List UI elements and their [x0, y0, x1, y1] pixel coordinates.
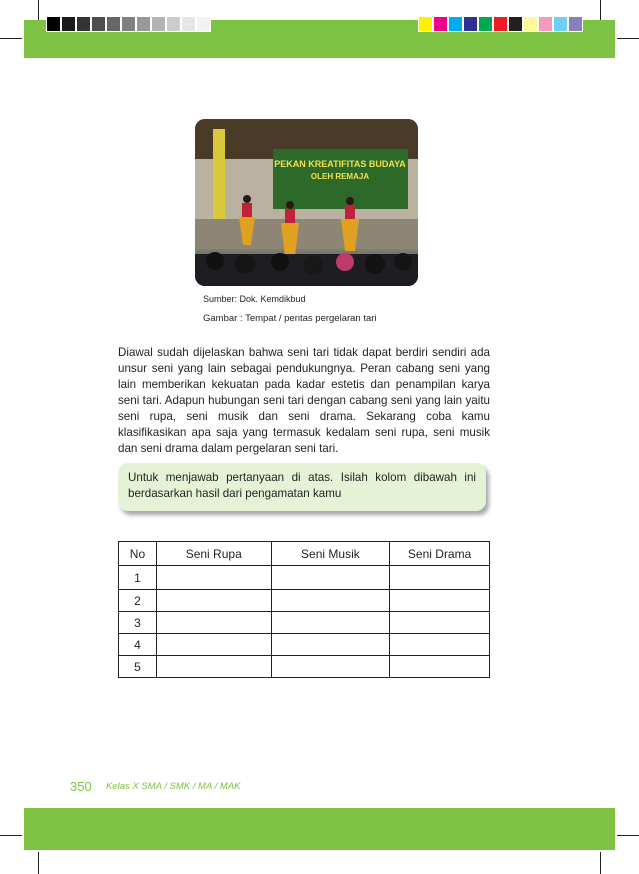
swatch: [448, 16, 463, 32]
footer-band: [24, 808, 615, 850]
seni-drama-cell[interactable]: [390, 566, 490, 590]
seni-rupa-cell[interactable]: [156, 634, 271, 656]
swatch: [418, 16, 433, 32]
row-number: 4: [119, 634, 157, 656]
swatch: [568, 16, 583, 32]
grayscale-swatches: [46, 16, 211, 32]
crop-mark: [617, 38, 639, 39]
seni-drama-cell[interactable]: [390, 656, 490, 678]
seni-rupa-cell[interactable]: [156, 656, 271, 678]
header-no: No: [119, 542, 157, 566]
crop-mark: [0, 835, 22, 836]
swatch: [151, 16, 166, 32]
seni-rupa-cell[interactable]: [156, 566, 271, 590]
seni-drama-cell[interactable]: [390, 612, 490, 634]
row-number: 3: [119, 612, 157, 634]
swatch: [46, 16, 61, 32]
swatch: [553, 16, 568, 32]
swatch: [181, 16, 196, 32]
swatch: [121, 16, 136, 32]
banner-line2: OLEH REMAJA: [310, 172, 370, 181]
banner-line1: PEKAN KREATIFITAS BUDAYA: [274, 159, 406, 169]
header-seni-drama: Seni Drama: [390, 542, 490, 566]
crop-mark: [38, 0, 39, 22]
classification-table: [118, 541, 490, 678]
seni-rupa-cell[interactable]: [156, 590, 271, 612]
book-title: Kelas X SMA / SMK / MA / MAK: [106, 781, 241, 792]
row-number: 2: [119, 590, 157, 612]
swatch: [166, 16, 181, 32]
swatch: [478, 16, 493, 32]
color-swatches: [418, 16, 583, 32]
swatch: [76, 16, 91, 32]
table-row: [119, 590, 490, 612]
row-number: 1: [119, 566, 157, 590]
crop-mark: [600, 852, 601, 874]
image-caption: Gambar : Tempat / pentas pergelaran tari: [203, 313, 377, 324]
swatch: [433, 16, 448, 32]
table-row: [119, 612, 490, 634]
swatch: [106, 16, 121, 32]
seni-musik-cell[interactable]: [271, 590, 390, 612]
swatch: [136, 16, 151, 32]
header-seni-musik: Seni Musik: [271, 542, 390, 566]
swatch: [91, 16, 106, 32]
table-row: [119, 656, 490, 678]
crop-mark: [38, 852, 39, 874]
swatch: [463, 16, 478, 32]
swatch: [196, 16, 211, 32]
dance-performance-photo: [195, 119, 418, 286]
crop-mark: [0, 38, 22, 39]
seni-drama-cell[interactable]: [390, 634, 490, 656]
instruction-box: [118, 463, 486, 511]
seni-drama-cell[interactable]: [390, 590, 490, 612]
table-header-row: [119, 542, 490, 566]
seni-musik-cell[interactable]: [271, 656, 390, 678]
swatch: [523, 16, 538, 32]
seni-musik-cell[interactable]: [271, 634, 390, 656]
seni-musik-cell[interactable]: [271, 612, 390, 634]
body-paragraph: Diawal sudah dijelaskan bahwa seni tari tidak dapat berdiri sendiri ada unsur seni yang lain sebagai pendukungnya. Peran cabang seni yang lain memberikan kekuatan pada kadar estetis dan penampilan karya seni tari. Adapun hubungan seni tari dengan cabang seni yang lain yaitu seni rupa, seni musik dan seni drama. Sekarang coba kamu klasifikasikan apa saja yang termasuk kedalam seni rupa, seni musik dan seni drama dalam pergelaran seni tari.: [118, 346, 490, 455]
swatch: [493, 16, 508, 32]
table-row: [119, 566, 490, 590]
swatch: [508, 16, 523, 32]
crop-mark: [600, 0, 601, 22]
table-row: [119, 634, 490, 656]
photo-illustration: [195, 119, 418, 286]
swatch: [538, 16, 553, 32]
header-seni-rupa: Seni Rupa: [156, 542, 271, 566]
page-number: 350: [70, 779, 92, 794]
row-number: 5: [119, 656, 157, 678]
swatch: [61, 16, 76, 32]
seni-musik-cell[interactable]: [271, 566, 390, 590]
crop-mark: [617, 835, 639, 836]
image-source: Sumber: Dok. Kemdikbud: [203, 294, 306, 304]
instruction-text: Untuk menjawab pertanyaan di atas. Isilah kolom dibawah ini berdasarkan hasil dari pengamatan kamu: [128, 471, 476, 500]
seni-rupa-cell[interactable]: [156, 612, 271, 634]
